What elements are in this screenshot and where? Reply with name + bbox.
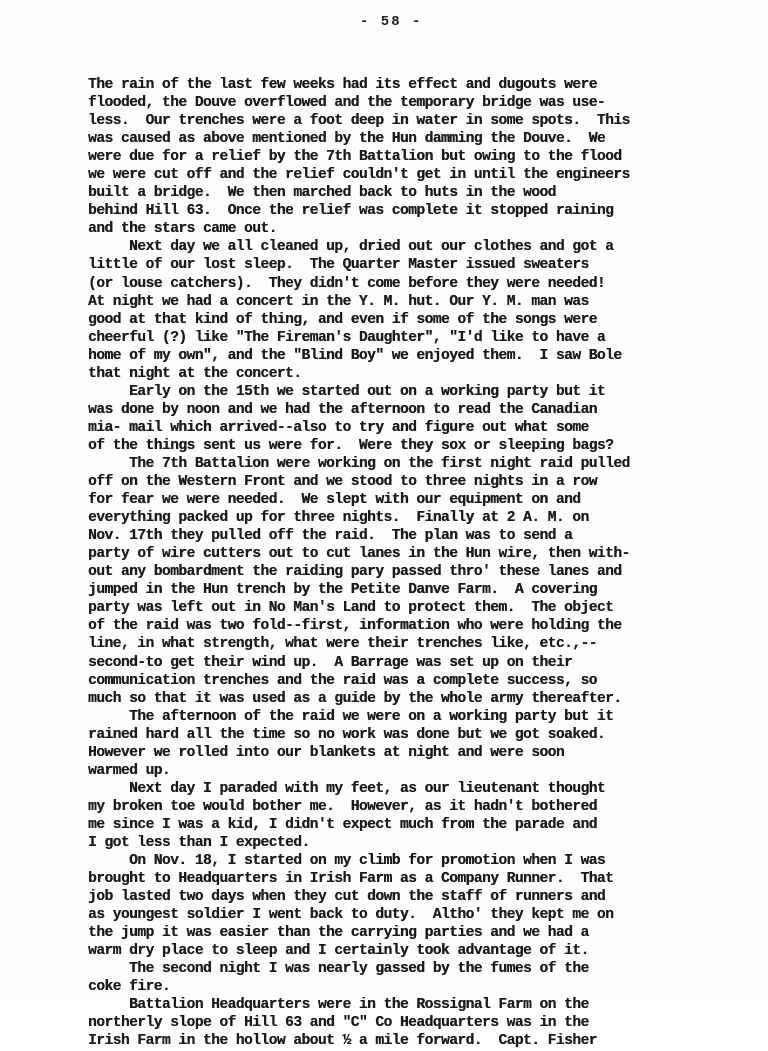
text-line: At night we had a concert in the Y. M. hut. Our Y. M. man was <box>88 293 589 310</box>
text-line: northerly slope of Hill 63 and "C" Co Headquarters was in the <box>88 1015 589 1032</box>
text-line: Irish Farm in the hollow about ½ a mile forward. Capt. Fisher <box>88 1033 597 1050</box>
text-line: were due for a relief by the 7th Battalion but owing to the flood <box>88 149 622 166</box>
text-line: off on the Western Front and we stood to three nights in a row <box>88 474 597 491</box>
text-line: flooded, the Douve overflowed and the temporary bridge was use- <box>88 95 606 112</box>
text-line: warmed up. <box>88 762 171 779</box>
text-line: of the things sent us were for. Were they sox or sleeping bags? <box>88 437 614 454</box>
text-line: good at that kind of thing, and even if some of the songs were <box>88 311 597 328</box>
text-line: coke fire. <box>88 979 171 996</box>
text-line: behind Hill 63. Once the relief was complete it stopped raining <box>88 203 614 220</box>
text-line: communication trenches and the raid was a complete success, so <box>88 672 597 689</box>
text-line: was done by noon and we had the afternoon to read the Canadian <box>88 401 597 418</box>
text-line: much so that it was used as a guide by the whole army thereafter. <box>88 690 622 707</box>
text-line: my broken toe would bother me. However, as it hadn't bothered <box>88 798 597 815</box>
text-line: less. Our trenches were a foot deep in water in some spots. This <box>88 113 630 130</box>
text-line: Next day I paraded with my feet, as our lieutenant thought <box>88 780 606 797</box>
text-line: cheerful (?) like "The Fireman's Daughter", "I'd like to have a <box>88 329 606 346</box>
text-line: party was left out in No Man's Land to protect them. The object <box>88 600 614 617</box>
page-number: - 58 - <box>360 14 423 30</box>
text-line: However we rolled into our blankets at night and were soon <box>88 744 565 761</box>
body-text <box>88 76 728 1051</box>
text-line: and the stars came out. <box>88 221 277 238</box>
text-line: rained hard all the time so no work was done but we got soaked. <box>88 726 606 743</box>
text-line: The rain of the last few weeks had its effect and dugouts were <box>88 77 597 93</box>
text-line: we were cut off and the relief couldn't get in until the engineers <box>88 167 630 184</box>
text-line: brought to Headquarters in Irish Farm as a Company Runner. That <box>88 871 614 888</box>
text-line: built a bridge. We then marched back to huts in the wood <box>88 185 556 202</box>
text-line: for fear we were needed. We slept with our equipment on and <box>88 492 581 509</box>
text-line: The afternoon of the raid we were on a working party but it <box>88 708 614 725</box>
text-line: the jump it was easier than the carrying parties and we had a <box>88 925 589 942</box>
text-line: out any bombardment the raiding pary passed thro' these lanes and <box>88 564 622 581</box>
text-line: was caused as above mentioned by the Hun damming the Douve. We <box>88 131 606 148</box>
text-line: warm dry place to sleep and I certainly took advantage of it. <box>88 943 589 960</box>
text-line: mia- mail which arrived--also to try and figure out what some <box>88 419 589 436</box>
text-line: I got less than I expected. <box>88 834 310 851</box>
text-line: On Nov. 18, I started on my climb for promotion when I was <box>88 853 606 870</box>
text-line: second-to get their wind up. A Barrage was set up on their <box>88 654 573 671</box>
text-line: jumped in the Hun trench by the Petite Danve Farm. A covering <box>88 582 597 599</box>
text-line: that night at the concert. <box>88 365 302 382</box>
text-line: Nov. 17th they pulled off the raid. The plan was to send a <box>88 528 573 545</box>
text-line: Next day we all cleaned up, dried out our clothes and got a <box>88 239 614 256</box>
text-line: party of wire cutters out to cut lanes in the Hun wire, then with- <box>88 546 630 563</box>
text-line: Battalion Headquarters were in the Rossignal Farm on the <box>88 997 589 1014</box>
text-line: me since I was a kid, I didn't expect much from the parade and <box>88 816 597 833</box>
text-line: The second night I was nearly gassed by the fumes of the <box>88 961 589 978</box>
text-line: line, in what strength, what were their trenches like, etc.,-- <box>88 636 597 653</box>
text-line: The 7th Battalion were working on the first night raid pulled <box>88 455 630 472</box>
text-line: as youngest soldier I went back to duty. Altho' they kept me on <box>88 907 614 924</box>
text-line: Early on the 15th we started out on a working party but it <box>88 383 606 400</box>
text-line: everything packed up for three nights. Finally at 2 A. M. on <box>88 510 589 527</box>
text-line: of the raid was two fold--first, information who were holding the <box>88 618 622 635</box>
text-line: (or louse catchers). They didn't come before they were needed! <box>88 275 606 292</box>
text-line: home of my own", and the "Blind Boy" we enjoyed them. I saw Bole <box>88 347 622 364</box>
text-line: little of our lost sleep. The Quarter Master issued sweaters <box>88 257 589 274</box>
text-line: job lasted two days when they cut down the staff of runners and <box>88 889 606 906</box>
